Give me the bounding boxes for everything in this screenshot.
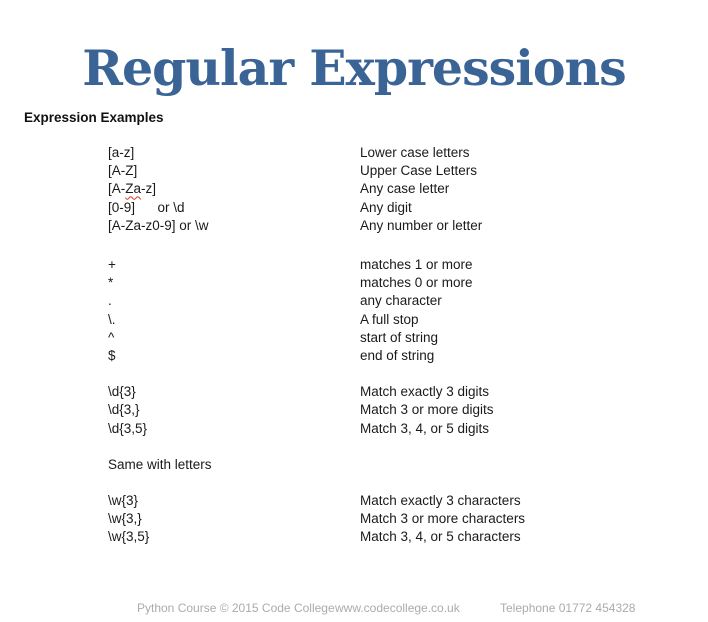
example-row xyxy=(108,420,525,438)
example-row xyxy=(108,217,525,235)
example-row xyxy=(108,292,525,310)
example-row xyxy=(108,401,525,419)
pattern-text: \w{3,} xyxy=(108,511,142,527)
example-row xyxy=(108,492,525,510)
footer-website: www.codecollege.co.uk xyxy=(335,601,460,615)
example-row xyxy=(108,274,525,292)
description-text: end of string xyxy=(360,348,435,364)
pattern-text: [A-Za-z] xyxy=(108,181,157,197)
description-text: Lower case letters xyxy=(360,145,470,160)
pattern-text: \w{3} xyxy=(108,493,139,509)
description-text: Any digit xyxy=(360,199,412,215)
description-text: any character xyxy=(360,293,442,309)
pattern-text: ^ xyxy=(108,329,115,345)
example-group xyxy=(108,492,525,547)
example-row xyxy=(108,383,525,401)
pattern-text: + xyxy=(108,257,116,273)
pattern-text: $ xyxy=(108,348,116,364)
pattern-text: * xyxy=(108,275,114,291)
description-text: Any number or letter xyxy=(360,217,483,233)
pattern-text: \d{3,5} xyxy=(108,420,148,436)
pattern-text: [0-9] or \d xyxy=(108,199,185,215)
description-text: Match exactly 3 characters xyxy=(360,493,521,509)
description-text: matches 0 or more xyxy=(360,275,473,291)
pattern-text: \. xyxy=(108,311,116,327)
example-groups xyxy=(108,144,525,547)
description-text: Match 3 or more digits xyxy=(360,402,494,418)
example-group xyxy=(108,456,525,474)
example-row xyxy=(108,162,525,180)
pattern-text: \d{3,} xyxy=(108,402,140,418)
pattern-text: \w{3,5} xyxy=(108,529,150,545)
example-row xyxy=(108,329,525,347)
example-row xyxy=(108,180,525,198)
example-row xyxy=(108,199,525,217)
pattern-text: \d{3} xyxy=(108,384,136,400)
description-text: Match 3 or more characters xyxy=(360,511,526,527)
description-text: matches 1 or more xyxy=(360,257,473,273)
description-text: Any case letter xyxy=(360,181,450,197)
example-row xyxy=(108,347,525,365)
example-group xyxy=(108,256,525,365)
description-text: Upper Case Letters xyxy=(360,163,478,179)
example-group xyxy=(108,383,525,438)
section-heading: Expression Examples xyxy=(24,110,164,125)
page-title: Regular Expressions xyxy=(82,39,626,97)
pattern-text: . xyxy=(108,293,112,309)
example-row xyxy=(108,144,525,162)
pattern-text: [a-z] xyxy=(108,145,135,160)
footer-telephone: Telephone 01772 454328 xyxy=(500,601,636,615)
example-row xyxy=(108,311,525,329)
description-text: start of string xyxy=(360,329,439,345)
subheading: Same with letters xyxy=(108,456,212,472)
pattern-text: [A-Za-z0-9] or \w xyxy=(108,217,209,233)
example-row xyxy=(108,510,525,528)
description-text: Match 3, 4, or 5 digits xyxy=(360,420,490,436)
footer xyxy=(0,601,708,617)
pattern-text: [A-Z] xyxy=(108,163,138,179)
example-row xyxy=(108,528,525,546)
description-text: A full stop xyxy=(360,311,419,327)
spellcheck-squiggle: Za xyxy=(125,181,142,197)
description-text: Match exactly 3 digits xyxy=(360,384,490,400)
footer-course-credit: Python Course © 2015 Code College xyxy=(137,601,335,615)
description-text: Match 3, 4, or 5 characters xyxy=(360,529,521,545)
example-row xyxy=(108,256,525,274)
example-group xyxy=(108,144,525,235)
